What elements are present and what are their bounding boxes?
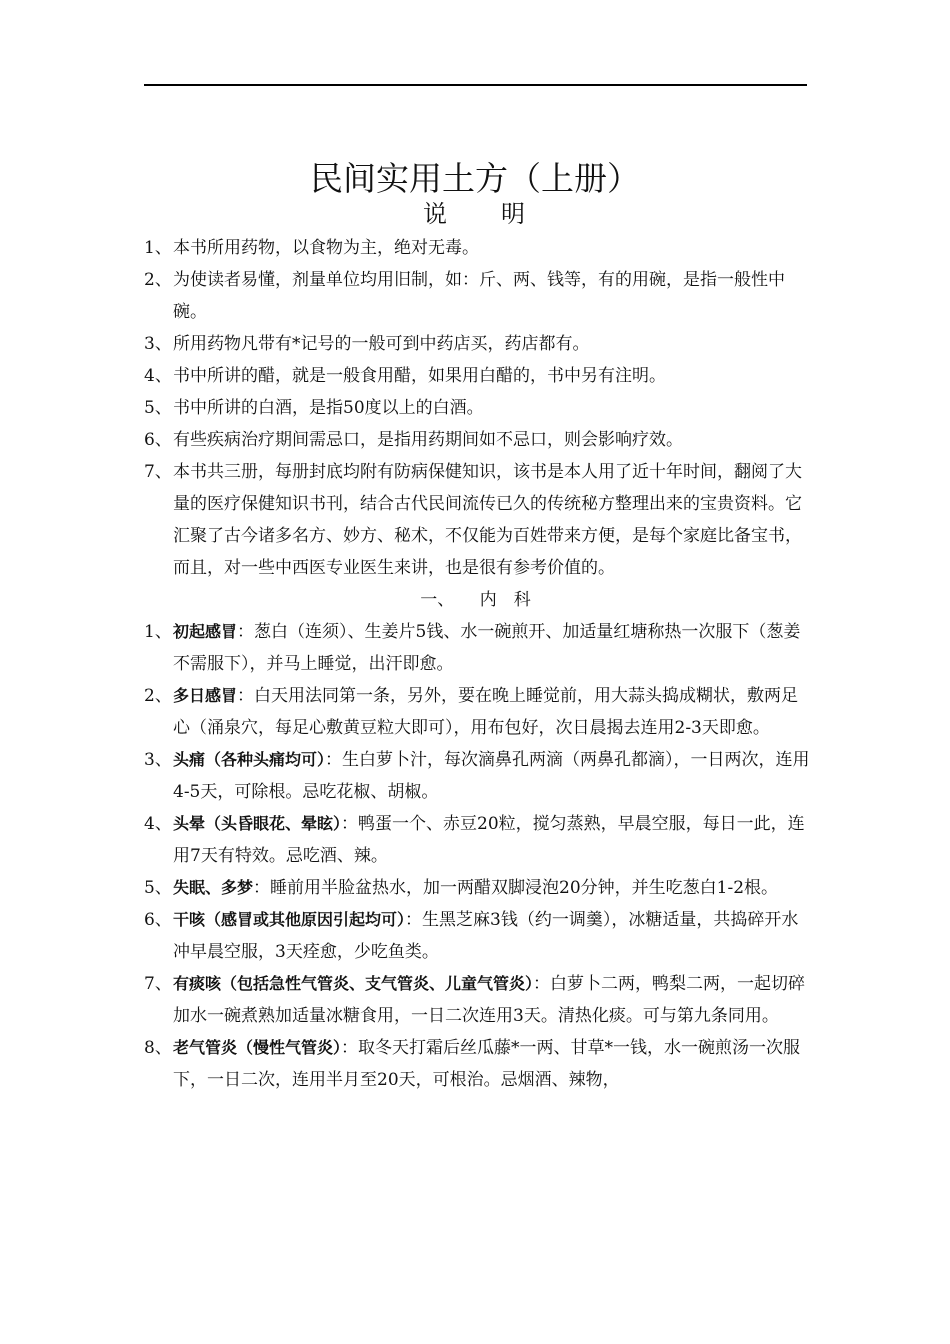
remedy-number: 2、 — [144, 686, 172, 706]
remedy-item — [144, 616, 814, 680]
remedy-separator: ： — [237, 622, 255, 642]
remedy-text: 生黑芝麻3钱（约一调羹），冰糖适量，共捣碎开水冲早晨空服，3天痊愈，少吃鱼类。 — [173, 910, 799, 962]
note-item — [144, 232, 814, 264]
header-rule — [144, 84, 807, 86]
note-number: 4、 — [144, 366, 172, 386]
note-number: 1、 — [144, 238, 172, 258]
remedy-item — [144, 1032, 814, 1096]
remedy-text: 白天用法同第一条，另外，要在晚上睡觉前，用大蒜头捣成糊状，敷两足心（涌泉穴，每足心敷黄豆粒大即可），用布包好，次日晨揭去连用2-3天即愈。 — [173, 686, 799, 738]
note-text: 书中所讲的醋，就是一般食用醋，如果用白醋的，书中另有注明。 — [173, 366, 666, 386]
remedy-number: 8、 — [144, 1038, 172, 1058]
note-number: 7、 — [144, 462, 172, 482]
remedy-text: 鸭蛋一个、赤豆20粒，搅匀蒸熟，早晨空服，每日一此，连用7天有特效。忌吃酒、辣。 — [173, 814, 805, 866]
remedy-separator: ： — [341, 1038, 359, 1058]
remedy-separator: ： — [237, 686, 255, 706]
remedy-text: 葱白（连须）、生姜片5钱、水一碗煎开、加适量红塘称热一次服下（葱姜不需服下），并马上睡觉，出汗即愈。 — [173, 622, 801, 674]
remedy-number: 3、 — [144, 750, 172, 770]
remedy-item — [144, 680, 814, 744]
remedy-separator: ： — [325, 750, 343, 770]
remedy-item — [144, 968, 814, 1032]
remedy-name: 头痛（各种头痛均可） — [173, 750, 326, 769]
note-item — [144, 456, 814, 584]
remedy-item — [144, 808, 814, 872]
note-item — [144, 424, 814, 456]
note-text: 有些疾病治疗期间需忌口，是指用药期间如不忌口，则会影响疗效。 — [173, 430, 683, 450]
note-number: 2、 — [144, 270, 172, 290]
remedy-text: 生白萝卜汁，每次滴鼻孔两滴（两鼻孔都滴），一日两次，连用4-5天，可除根。忌吃花椒、胡椒。 — [173, 750, 810, 802]
remedy-separator: ： — [405, 910, 423, 930]
remedy-name: 初起感冒 — [173, 622, 238, 641]
note-item — [144, 328, 814, 360]
document-title: 民间实用土方（上册） — [310, 159, 640, 198]
remedy-name: 多日感冒 — [173, 686, 238, 705]
note-item — [144, 392, 814, 424]
note-item — [144, 264, 814, 328]
remedy-text: 白萝卜二两，鸭梨二两，一起切碎加水一碗煮熟加适量冰糖食用，一日二次连用3天。清热化痰。可与第九条同用。 — [173, 974, 806, 1026]
remedy-number: 5、 — [144, 878, 172, 898]
remedy-number: 1、 — [144, 622, 172, 642]
section-heading: 一、 内 科 — [420, 590, 531, 610]
note-number: 6、 — [144, 430, 172, 450]
remedy-name: 头晕（头昏眼花、晕眩） — [173, 814, 342, 833]
remedy-item — [144, 744, 814, 808]
remedy-name: 干咳（感冒或其他原因引起均可） — [173, 910, 406, 929]
remedy-item — [144, 872, 814, 904]
note-number: 3、 — [144, 334, 172, 354]
remedy-separator: ： — [341, 814, 359, 834]
note-text: 书中所讲的白酒，是指50度以上的白酒。 — [173, 398, 484, 418]
remedy-text: 睡前用半脸盆热水，加一两醋双脚浸泡20分钟，并生吃葱白1-2根。 — [270, 878, 779, 898]
note-text: 为使读者易懂，剂量单位均用旧制，如：斤、两、钱等，有的用碗，是指一般性中碗。 — [173, 270, 785, 322]
document-body — [144, 232, 814, 1096]
remedy-name: 老气管炎（慢性气管炎） — [173, 1038, 342, 1057]
remedy-number: 6、 — [144, 910, 172, 930]
remedy-number: 7、 — [144, 974, 172, 994]
note-text: 所用药物凡带有*记号的一般可到中药店买，药店都有。 — [173, 334, 590, 354]
remedy-separator: ： — [253, 878, 271, 898]
document-subtitle: 说 明 — [423, 200, 527, 228]
remedy-name: 失眠、多梦 — [173, 878, 254, 897]
remedy-text: 取冬天打霜后丝瓜藤*一两、甘草*一钱，水一碗煎汤一次服下，一日二次，连用半月至20天，可根治。忌烟酒、辣物， — [173, 1038, 801, 1090]
remedy-separator: ： — [533, 974, 551, 994]
remedy-number: 4、 — [144, 814, 172, 834]
remedy-item — [144, 904, 814, 968]
note-item — [144, 360, 814, 392]
note-text: 本书共三册，每册封底均附有防病保健知识，该书是本人用了近十年时间，翻阅了大量的医疗保健知识书刊，结合古代民间流传已久的传统秘方整理出来的宝贵资料。它汇聚了古今诸多名方、妙方、秘术，不仅能为百姓带来方便，是每个家庭比备宝书，而且，对一些中西医专业医生来讲，也是很有参考价值的。 — [173, 462, 802, 578]
remedy-name: 有痰咳（包括急性气管炎、支气管炎、儿童气管炎） — [173, 974, 534, 993]
note-number: 5、 — [144, 398, 172, 418]
note-text: 本书所用药物，以食物为主，绝对无毒。 — [173, 238, 479, 258]
